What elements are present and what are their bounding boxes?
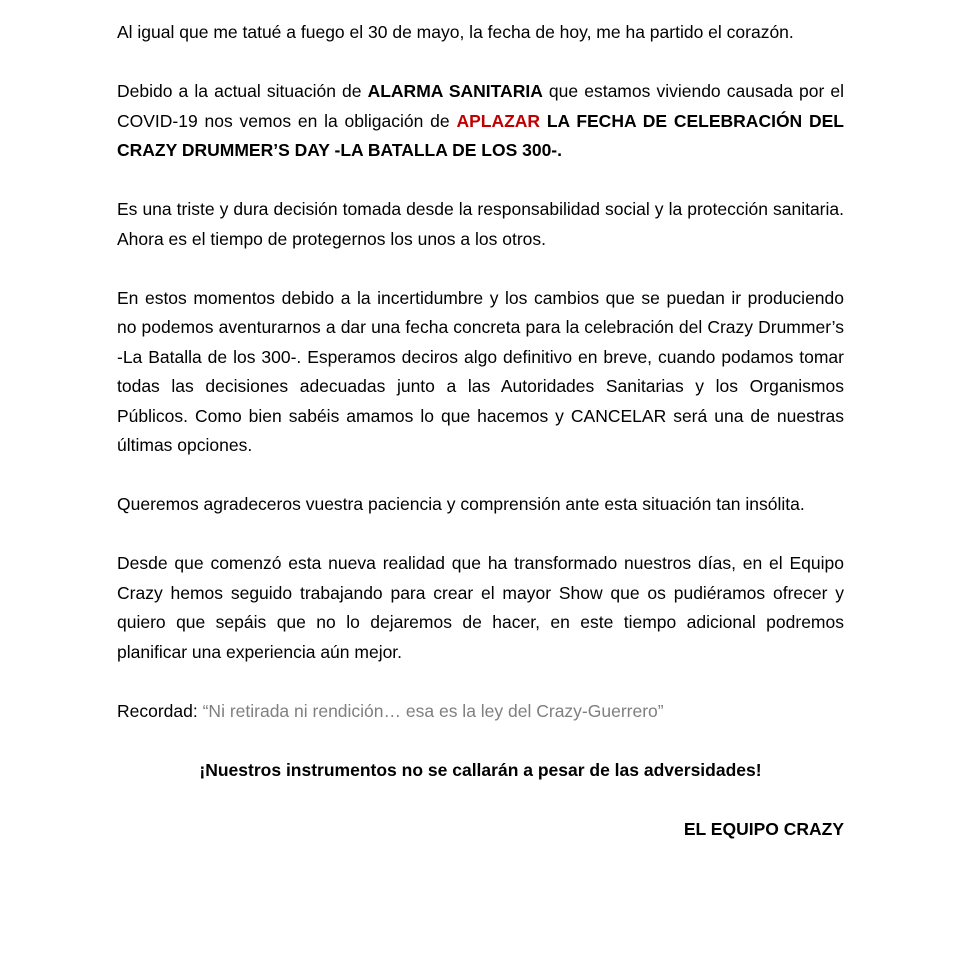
quote-text: “Ni retirada ni rendición… esa es la ley del Crazy-Guerrero” bbox=[202, 700, 664, 721]
alarma-sanitaria-text: ALARMA SANITARIA bbox=[367, 81, 543, 101]
slogan: ¡Nuestros instrumentos no se callarán a pesar de las adversidades! bbox=[199, 759, 762, 780]
paragraph-decision: Es una triste y dura decisión tomada desde la responsabilidad social y la protección sanitaria. Ahora es el tiempo de protegernos los unos a los otros. bbox=[117, 199, 844, 249]
paragraph-intro: Al igual que me tatué a fuego el 30 de mayo, la fecha de hoy, me ha partido el corazón. bbox=[117, 22, 794, 42]
paragraph-uncertainty: En estos momentos debido a la incertidumbre y los cambios que se puedan ir produciendo no podemos aventurarnos a dar una fecha concreta para la celebración del Crazy Drummer’s -La Batalla de los 300-. Esperamos deciros algo definitivo en breve, cuando podamos tomar todas las decisiones adecuadas junto a las Autoridades Sanitarias y los Organismos Públicos. Como bien sabéis amamos lo que hacemos y CANCELAR será una de nuestras últimas opciones. bbox=[117, 287, 844, 455]
quote-line bbox=[117, 697, 844, 727]
paragraph-new-reality: Desde que comenzó esta nueva realidad que ha transformado nuestros días, en el Equipo Crazy hemos seguido trabajando para crear el mayor Show que os pudiéramos ofrecer y quiero que sepáis que no lo dejaremos de hacer, en este tiempo adicional podremos planificar una experiencia aún mejor. bbox=[117, 553, 844, 662]
event-title-text: LA FECHA DE CELEBRACIÓN DEL CRAZY DRUMMER’S DAY -LA BATALLA DE LOS 300-. bbox=[117, 110, 844, 160]
paragraph-thanks: Queremos agradeceros vuestra paciencia y comprensión ante esta situación tan insólita. bbox=[117, 494, 805, 514]
quote-label: Recordad: bbox=[117, 700, 203, 721]
announcement-text-a: Debido a la actual situación de bbox=[117, 81, 368, 101]
paragraph-announcement bbox=[117, 77, 844, 166]
announcement-text-b: que estamos viviendo causada por el COVID-19 nos vemos en la obligación de bbox=[117, 81, 845, 131]
signature: EL EQUIPO CRAZY bbox=[683, 818, 844, 839]
aplazar-text: APLAZAR bbox=[456, 110, 541, 131]
document-page bbox=[117, 18, 844, 874]
